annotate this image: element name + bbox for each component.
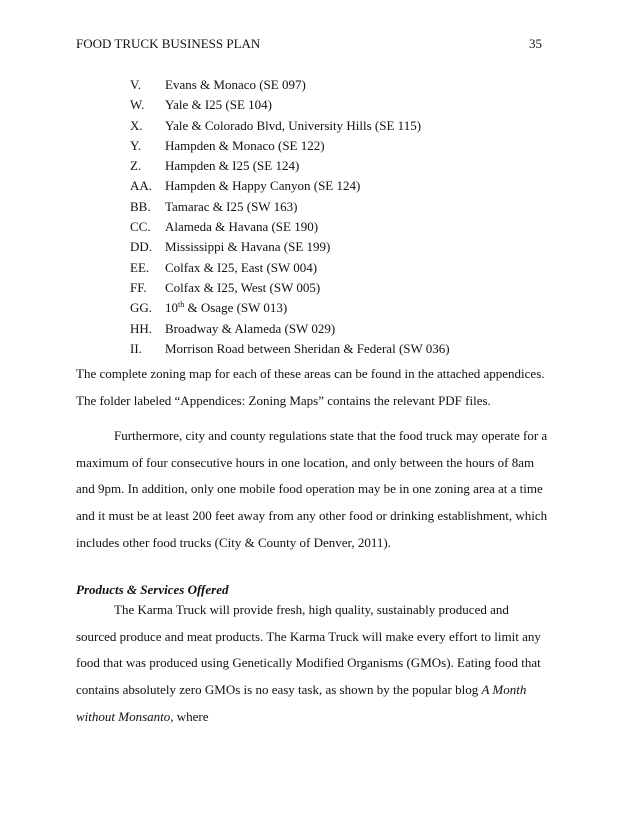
regulations-paragraph: Furthermore, city and county regulations state that the food truck may operate for a maximum of four consecutive hours in one location, and only between the hours of 8am and 9pm. In addition, only one mobile food operation may be in one zoning area at a time and it must be at least 200 feet away from any other food or drinking establishment, which includes other food trucks (City & County of Denver, 2011).: [76, 428, 548, 550]
list-item-text: Tamarac & I25 (SW 163): [165, 198, 298, 214]
running-header: [76, 36, 542, 54]
list-item: [130, 298, 450, 318]
list-item-text: Hampden & Monaco (SE 122): [165, 137, 325, 153]
location-list: [130, 75, 450, 359]
list-item: [130, 136, 450, 156]
list-item: [130, 258, 450, 278]
list-item-text: Evans & Monaco (SE 097): [165, 77, 306, 92]
list-item-text-pre: 10: [165, 300, 178, 316]
header-title: FOOD TRUCK BUSINESS PLAN: [76, 36, 261, 51]
zoning-paragraph-block: [76, 361, 552, 414]
list-item-text: Colfax & I25, East (SW 004): [165, 259, 318, 275]
list-item: [130, 116, 450, 136]
list-item-text: Hampden & I25 (SE 124): [165, 158, 300, 174]
list-item-number: W.: [130, 97, 145, 113]
list-item-number: Y.: [130, 137, 141, 153]
products-paragraph-block: [76, 597, 552, 731]
list-item: [130, 197, 450, 217]
list-item-text: Colfax & I25, West (SW 005): [165, 279, 321, 295]
list-item-text: Mississippi & Havana (SE 199): [165, 239, 331, 255]
list-item-text: Hampden & Happy Canyon (SE 124): [165, 178, 361, 194]
list-item-text: Yale & I25 (SE 104): [165, 97, 273, 113]
list-item-number: X.: [130, 117, 143, 133]
zoning-paragraph: The complete zoning map for each of these areas can be found in the attached appendices. The folder labeled “Appendices: Zoning Maps” contains the relevant PDF files.: [76, 366, 545, 408]
list-item: [130, 237, 450, 257]
products-text-tail: , where: [170, 708, 209, 724]
ordinal-suffix: th: [178, 300, 185, 310]
page-number: 35: [529, 36, 542, 51]
products-text: The Karma Truck will provide fresh, high quality, sustainably produced and sourced produce and meat products. The Karma Truck will make every effort to limit any food that was produced using Genetically Modified Organisms (GMOs). Eating food that contains absolutely zero GMOs is no easy task, as shown by the popular blog: [76, 602, 541, 698]
list-item: [130, 95, 450, 115]
list-item-text: [165, 298, 287, 318]
section-heading: Products & Services Offered: [76, 582, 229, 597]
list-item: [130, 156, 450, 176]
list-item-number: AA.: [130, 178, 153, 194]
list-item-number: FF.: [130, 279, 147, 295]
list-item-number: BB.: [130, 198, 151, 214]
regulations-paragraph-block: [76, 423, 552, 557]
list-item: [130, 339, 450, 359]
list-item: [130, 176, 450, 196]
list-item-text: Broadway & Alameda (SW 029): [165, 320, 336, 336]
list-item-number: GG.: [130, 300, 153, 316]
blog-title: A Month without Monsanto: [76, 682, 527, 724]
list-item-text: Yale & Colorado Blvd, University Hills (SE 115): [165, 117, 422, 133]
list-item-number: HH.: [130, 320, 153, 336]
list-item-text-post: & Osage (SW 013): [184, 300, 288, 316]
list-item-text: Morrison Road between Sheridan & Federal (SW 036): [165, 340, 450, 356]
products-paragraph: [76, 597, 552, 731]
list-item: [130, 75, 450, 95]
list-item-number: DD.: [130, 239, 153, 255]
list-item-number: CC.: [130, 219, 151, 235]
list-item: [130, 319, 450, 339]
list-item: [130, 217, 450, 237]
list-item-number: Z.: [130, 158, 142, 174]
list-item-number: II.: [130, 340, 142, 356]
list-item-text: Alameda & Havana (SE 190): [165, 219, 319, 235]
list-item-number: V.: [130, 77, 141, 92]
list-item: [130, 278, 450, 298]
list-item-number: EE.: [130, 259, 150, 275]
